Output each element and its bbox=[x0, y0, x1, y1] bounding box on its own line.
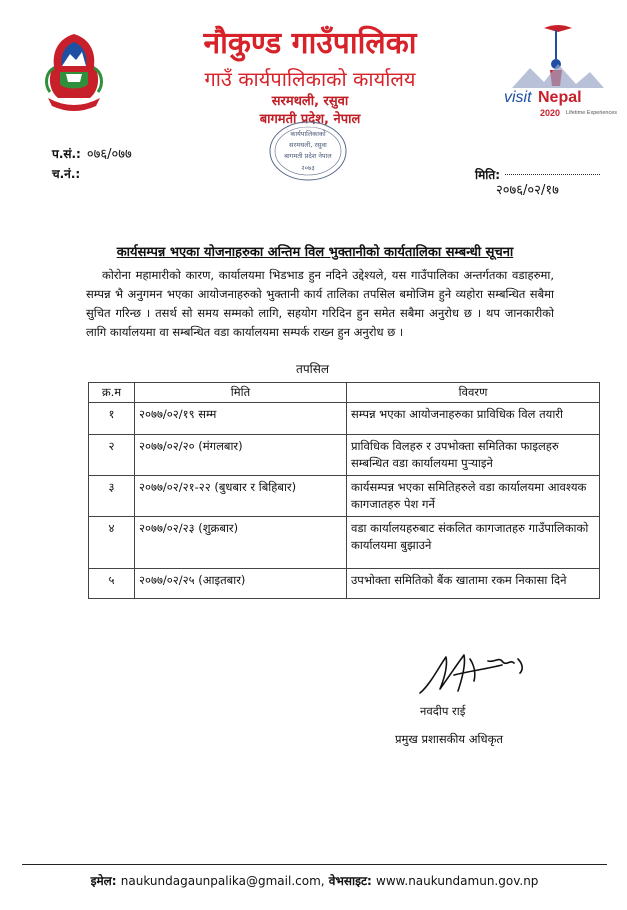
office-address-line2: बागमती प्रदेश, नेपाल bbox=[259, 112, 361, 127]
table-row bbox=[89, 476, 600, 517]
table-header-row bbox=[89, 383, 600, 403]
website-label: वेभसाइट: bbox=[328, 874, 372, 888]
svg-text:कार्यपालिकाको: कार्यपालिकाको bbox=[290, 130, 326, 138]
row-serial: ३ bbox=[89, 476, 135, 517]
email-link[interactable]: naukundagaunpalika@gmail.com, bbox=[120, 874, 325, 888]
row-description: वडा कार्यालयहरुबाट संकलित कागजातहरु गाउँपालिकाको कार्यालयमा बुझाउने bbox=[347, 517, 600, 569]
footer-divider bbox=[22, 864, 607, 865]
row-date: २०७७/०२/२५ (आइतबार) bbox=[135, 569, 347, 599]
svg-text:Nepal: Nepal bbox=[538, 89, 582, 106]
ps-value: ०७६/०७७ bbox=[86, 147, 132, 162]
signatory-name: नवदीप राई bbox=[420, 704, 466, 718]
table-row bbox=[89, 569, 600, 599]
date-dotted-line bbox=[505, 174, 600, 175]
schedule-table bbox=[88, 382, 600, 599]
visit-nepal-2020-logo bbox=[500, 22, 618, 122]
row-date: २०७७/०२/१९ सम्म bbox=[135, 403, 347, 435]
table-row bbox=[89, 517, 600, 569]
ps-label: प.सं.: bbox=[52, 147, 81, 161]
email-label: इमेल: bbox=[90, 874, 117, 888]
header-description: विवरण bbox=[347, 383, 600, 403]
office-name: नौकुण्ड गाउँपालिका bbox=[203, 26, 417, 61]
svg-text:बागमती प्रदेश नेपाल: बागमती प्रदेश नेपाल bbox=[284, 152, 332, 160]
office-address-line1: सरमथली, रसुवा bbox=[271, 94, 349, 109]
row-description: कार्यसम्पन्न भएका समितिहरुले वडा कार्यालयमा आवश्यक कागजातहरु पेश गर्ने bbox=[347, 476, 600, 517]
row-serial: २ bbox=[89, 435, 135, 476]
row-description: सम्पन्न भएका आयोजनाहरुका प्राविधिक विल तयारी bbox=[347, 403, 600, 435]
notice-body: कोरोना महामारीको कारण, कार्यालयमा भिडभाड हुन नदिने उद्देश्यले, यस गाउँपालिका अन्तर्गतका वडाहरुमा, सम्पन्न भै अनुगमन भएका आयोजनाहरुको भुक्तानी कार्य तालिका तपसिल बमोजिम हुने व्यहोरा सम्बन्धित सबैमा सुचित गरिन्छ । तसर्थ सो समय सम्मको लागि, सहयोग गरिदिन हुन समेत सबैमा अनुरोध छ । थप जानकारीको लागि कार्यालयमा वा सम्बन्धित वडा कार्यालयमा सम्पर्क राख्न हुन अनुरोध छ । bbox=[86, 268, 554, 339]
nepal-emblem-logo bbox=[30, 28, 118, 116]
row-description: प्राविधिक विलहरु र उपभोक्ता समितिका फाइलहरु सम्बन्धित वडा कार्यालयमा पुऱ्याइने bbox=[347, 435, 600, 476]
row-serial: ४ bbox=[89, 517, 135, 569]
svg-text:Lifetime Experiences: Lifetime Experiences bbox=[566, 110, 618, 116]
svg-text:2020: 2020 bbox=[540, 108, 561, 118]
notice-subject: कार्यसम्पन्न भएका योजनाहरुका अन्तिम विल भुक्तानीको कार्यतालिका सम्बन्धी सूचना bbox=[116, 245, 514, 260]
row-date: २०७७/०२/२१-२२ (बुधबार र बिहिबार) bbox=[135, 476, 347, 517]
row-serial: १ bbox=[89, 403, 135, 435]
row-description: उपभोक्ता समितिको बैंक खातामा रकम निकासा दिने bbox=[347, 569, 600, 599]
table-row bbox=[89, 435, 600, 476]
office-subtitle: गाउँ कार्यपालिकाको कार्यालय bbox=[204, 67, 416, 91]
signatory-title: प्रमुख प्रशासकीय अधिकृत bbox=[395, 732, 503, 746]
chalani-number bbox=[52, 166, 80, 182]
svg-text:सरमथली, रसुवा: सरमथली, रसुवा bbox=[289, 141, 327, 149]
header-date: मिति bbox=[135, 383, 347, 403]
svg-text:visit: visit bbox=[504, 89, 532, 106]
table-row bbox=[89, 403, 600, 435]
svg-text:२०७३: २०७३ bbox=[301, 164, 315, 172]
office-stamp bbox=[268, 120, 348, 182]
signature bbox=[410, 645, 550, 705]
row-date: २०७७/०२/२३ (शुक्रबार) bbox=[135, 517, 347, 569]
row-date: २०७७/०२/२० (मंगलबार) bbox=[135, 435, 347, 476]
chn-label: च.नं.: bbox=[52, 167, 81, 181]
annex-title: तपसिल bbox=[296, 362, 330, 376]
website-link[interactable]: www.naukundamun.gov.np bbox=[376, 874, 539, 888]
footer-contact bbox=[22, 872, 607, 889]
date-label: मिति: bbox=[475, 168, 501, 182]
reference-number bbox=[52, 146, 132, 163]
date-value: २०७६/०२/१७ bbox=[496, 183, 559, 198]
header-serial: क्र.म bbox=[89, 383, 135, 403]
row-serial: ५ bbox=[89, 569, 135, 599]
